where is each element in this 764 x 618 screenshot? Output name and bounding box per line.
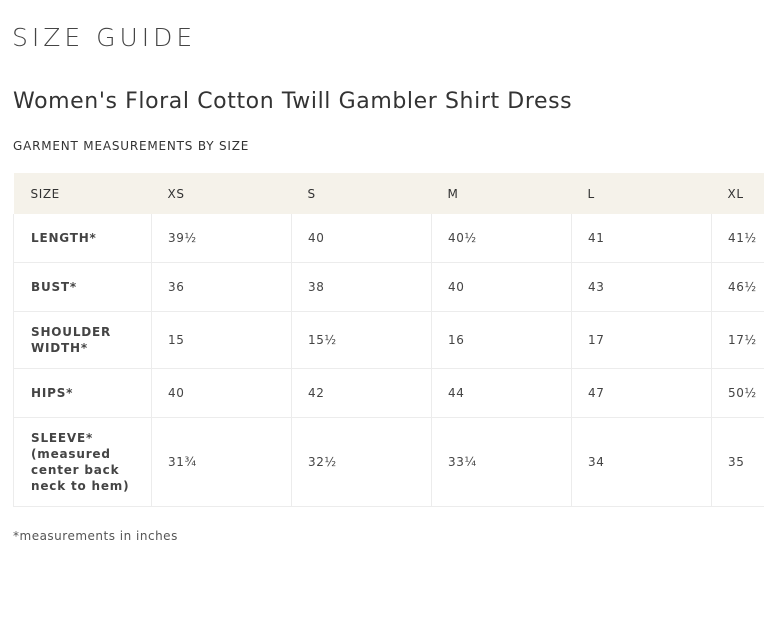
measurements-subtitle: GARMENT MEASUREMENTS BY SIZE bbox=[13, 139, 250, 153]
table-cell: 15½ bbox=[292, 312, 432, 369]
row-label-line: LENGTH* bbox=[31, 231, 97, 245]
size-table bbox=[13, 173, 764, 507]
table-cell: 46½ bbox=[712, 263, 764, 312]
row-label-line: BUST* bbox=[31, 280, 77, 294]
row-label-shoulder-width bbox=[14, 312, 152, 369]
table-cell: 34 bbox=[572, 418, 712, 507]
header-s: S bbox=[292, 173, 432, 214]
row-label-line: HIPS* bbox=[31, 386, 74, 400]
table-cell: 40½ bbox=[432, 214, 572, 263]
table-row bbox=[14, 214, 764, 263]
row-label-sleeve bbox=[14, 418, 152, 507]
table-cell: 47 bbox=[572, 369, 712, 418]
table-cell: 39½ bbox=[152, 214, 292, 263]
size-table-container bbox=[13, 173, 764, 507]
table-cell: 43 bbox=[572, 263, 712, 312]
measurements-footnote: *measurements in inches bbox=[13, 529, 178, 543]
table-cell: 40 bbox=[432, 263, 572, 312]
table-cell: 41 bbox=[572, 214, 712, 263]
size-table-body bbox=[14, 214, 764, 507]
table-row bbox=[14, 263, 764, 312]
row-label-length bbox=[14, 214, 152, 263]
header-m: M bbox=[432, 173, 572, 214]
row-label-hips bbox=[14, 369, 152, 418]
table-cell: 15 bbox=[152, 312, 292, 369]
row-label-line: (measured bbox=[31, 447, 111, 461]
size-guide-title: SIZE GUIDE bbox=[12, 23, 197, 52]
table-cell: 16 bbox=[432, 312, 572, 369]
table-row bbox=[14, 418, 764, 507]
table-row bbox=[14, 369, 764, 418]
table-cell: 31¾ bbox=[152, 418, 292, 507]
table-cell: 44 bbox=[432, 369, 572, 418]
table-row bbox=[14, 312, 764, 369]
table-cell: 35 bbox=[712, 418, 764, 507]
row-label-line: WIDTH* bbox=[31, 341, 88, 355]
table-cell: 17 bbox=[572, 312, 712, 369]
header-row bbox=[14, 173, 764, 214]
table-cell: 36 bbox=[152, 263, 292, 312]
product-title: Women's Floral Cotton Twill Gambler Shirt Dress bbox=[13, 89, 573, 114]
table-cell: 17½ bbox=[712, 312, 764, 369]
table-cell: 38 bbox=[292, 263, 432, 312]
header-xs: XS bbox=[152, 173, 292, 214]
table-cell: 32½ bbox=[292, 418, 432, 507]
row-label-line: center back bbox=[31, 463, 120, 477]
size-table-header bbox=[14, 173, 764, 214]
table-cell: 33¼ bbox=[432, 418, 572, 507]
table-cell: 50½ bbox=[712, 369, 764, 418]
table-cell: 42 bbox=[292, 369, 432, 418]
row-label-line: neck to hem) bbox=[31, 479, 130, 493]
header-size: SIZE bbox=[14, 173, 152, 214]
header-l: L bbox=[572, 173, 712, 214]
row-label-line: SHOULDER bbox=[31, 325, 112, 339]
row-label-bust bbox=[14, 263, 152, 312]
table-cell: 41½ bbox=[712, 214, 764, 263]
row-label-line: SLEEVE* bbox=[31, 431, 94, 445]
table-cell: 40 bbox=[292, 214, 432, 263]
header-xl: XL bbox=[712, 173, 764, 214]
table-cell: 40 bbox=[152, 369, 292, 418]
